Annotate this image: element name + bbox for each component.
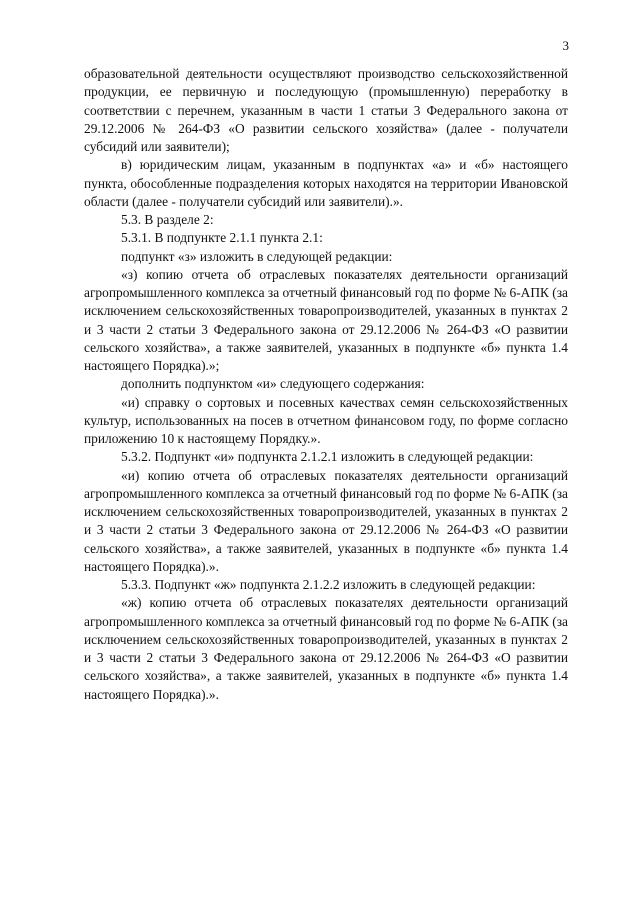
- paragraph-subitem-i: «и) справку о сортовых и посевных качествах семян сельскохозяйственных культур, использованных на посев в отчетном финансовом году, по форме согласно приложению 10 к настоящему Порядку.».: [84, 394, 568, 446]
- paragraph-item-v: в) юридическим лицам, указанным в подпунктах «а» и «б» настоящего пункта, обособленные подразделения которых находятся на территории Ивановской области (далее - получатели субсидий или заявители).».: [84, 157, 568, 209]
- paragraph-5-3-2-text: «и) копию отчета об отраслевых показателях деятельности организаций агропромышленного комплекса за отчетный финансовый год по форме № 6-АПК (за исключением сельскохозяйственных товаропроизводителей, указанных в пунктах 2 и 3 части 2 статьи 3 Федерального закона от 29.12.2006 № 264-ФЗ «О развитии сельского хозяйства», а также заявителей, указанных в подпункте «б» пункта 1.4 настоящего Порядка).».: [84, 467, 568, 574]
- paragraph-5-3-2: 5.3.2. Подпункт «и» подпункта 2.1.2.1 изложить в следующей редакции:: [121, 449, 534, 465]
- document-body: [84, 65, 568, 704]
- paragraph-continuation-b: образовательной деятельности осуществляют производство сельскохозяйственной продукции, ее первичную и последующую (промышленную) переработку в соответствии с перечнем, указанным в части 1 статьи 3 Федерального закона от 29.12.2006 № 264-ФЗ «О развитии сельского хозяйства» (далее - получатели субсидий или заявители);: [84, 66, 568, 154]
- paragraph-section-5-3: 5.3. В разделе 2:: [121, 212, 214, 227]
- paragraph-5-3-3: 5.3.3. Подпункт «ж» подпункта 2.1.2.2 изложить в следующей редакции:: [121, 577, 536, 592]
- paragraph-subitem-z: «з) копию отчета об отраслевых показателях деятельности организаций агропромышленного комплекса за отчетный финансовый год по форме № 6-АПК (за исключением сельскохозяйственных товаропроизводителей, указанных в пунктах 2 и 3 части 2 статьи 3 Федерального закона от 29.12.2006 № 264-ФЗ «О развитии сельского хозяйства», а также заявителей, указанных в подпункте «б» пункта 1.4 настоящего Порядка).»;: [84, 266, 568, 373]
- paragraph-subitem-z-intro: подпункт «з» изложить в следующей редакции:: [121, 248, 393, 264]
- paragraph-add-subitem-i: дополнить подпунктом «и» следующего содержания:: [121, 376, 425, 392]
- page-number: 3: [562, 38, 569, 53]
- paragraph-5-3-3-text: «ж) копию отчета об отраслевых показателях деятельности организаций агропромышленного комплекса за отчетный финансовый год по форме № 6-АПК (за исключением сельскохозяйственных товаропроизводителей, указанных в пунктах 2 и 3 части 2 статьи 3 Федерального закона от 29.12.2006 № 264-ФЗ «О развитии сельского хозяйства», а также заявителей, указанных в подпункте «б» пункта 1.4 настоящего Порядка).».: [84, 595, 568, 702]
- paragraph-5-3-1: 5.3.1. В подпункте 2.1.1 пункта 2.1:: [121, 230, 323, 246]
